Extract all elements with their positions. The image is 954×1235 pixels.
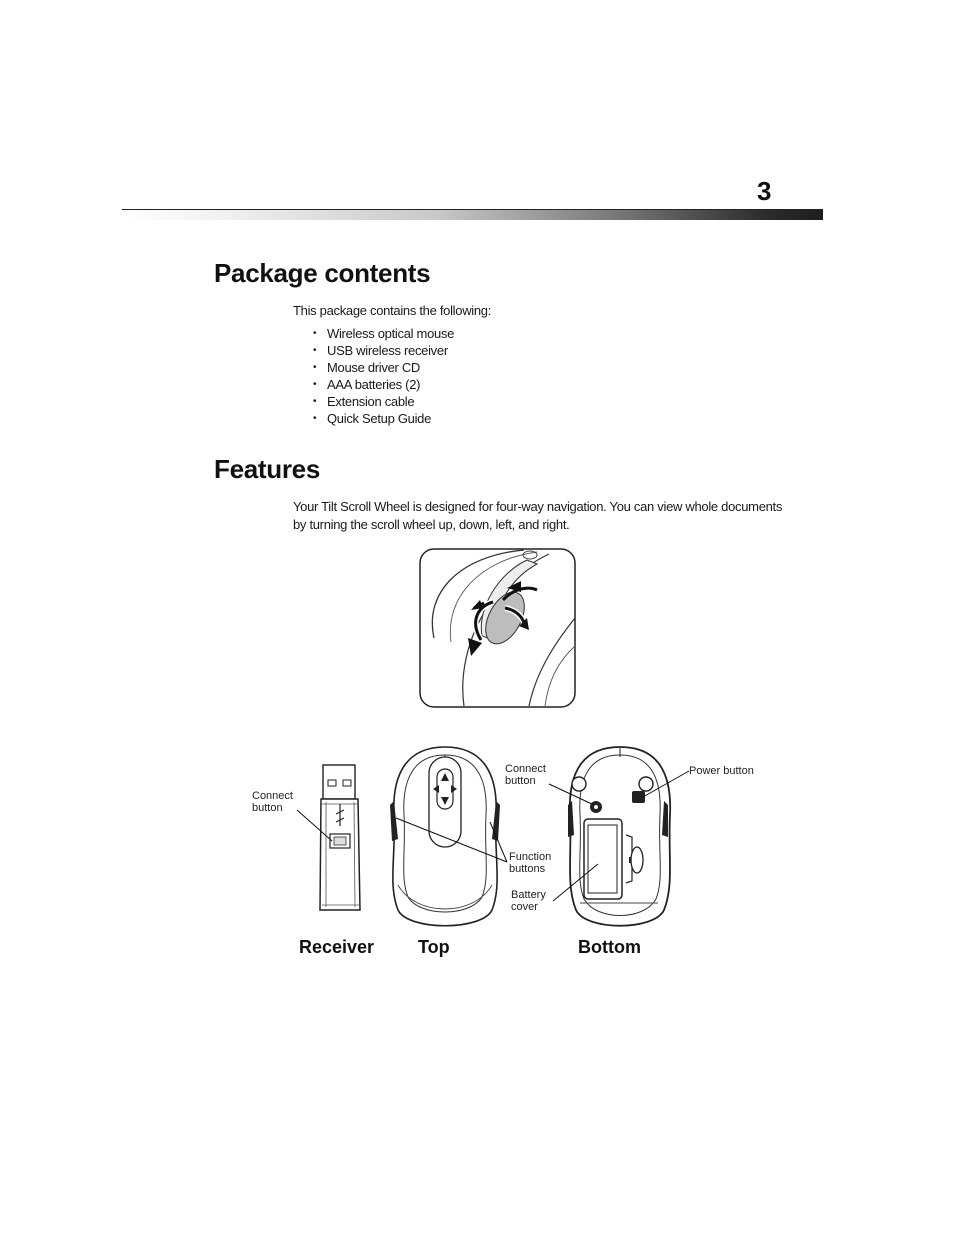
top-label: Top [418, 937, 450, 957]
list-item: • Mouse driver CD [313, 359, 454, 376]
list-item: • Wireless optical mouse [313, 325, 454, 342]
bottom-label: Bottom [578, 937, 641, 957]
callout-text: buttons [509, 863, 546, 875]
callout-text: Function [509, 851, 552, 863]
leader-function-1 [396, 818, 507, 862]
leader-battery [553, 864, 598, 901]
callout-text: Battery [511, 889, 546, 901]
callout-text: Connect [252, 790, 293, 802]
callout-text: button [505, 775, 536, 787]
page-number: 3 [757, 176, 772, 206]
callout-text: Connect [505, 763, 546, 775]
callout-bottom-connect-button [505, 763, 546, 787]
list-item: • Quick Setup Guide [313, 410, 454, 427]
leader-power [643, 771, 689, 797]
leader-bottom-connect [549, 784, 594, 805]
callout-receiver-connect-button [252, 790, 293, 814]
leader-receiver-connect [297, 810, 332, 841]
callout-text: cover [511, 901, 538, 913]
callout-battery-cover [511, 889, 546, 913]
features-heading: Features [214, 454, 320, 484]
list-item: • USB wireless receiver [313, 342, 454, 359]
features-description: Your Tilt Scroll Wheel is designed for four-way navigation. You can view whole documents by turning the scroll wheel up, down, left, and right. [293, 499, 783, 532]
receiver-label: Receiver [299, 937, 375, 957]
callout-text: button [252, 802, 283, 814]
package-contents-heading: Package contents [214, 258, 431, 288]
package-intro: This package contains the following: [293, 303, 492, 318]
callout-function-buttons [509, 851, 551, 875]
callout-power-button: Power button [689, 765, 754, 777]
list-item: • Extension cable [313, 393, 454, 410]
list-item: • AAA batteries (2) [313, 376, 454, 393]
